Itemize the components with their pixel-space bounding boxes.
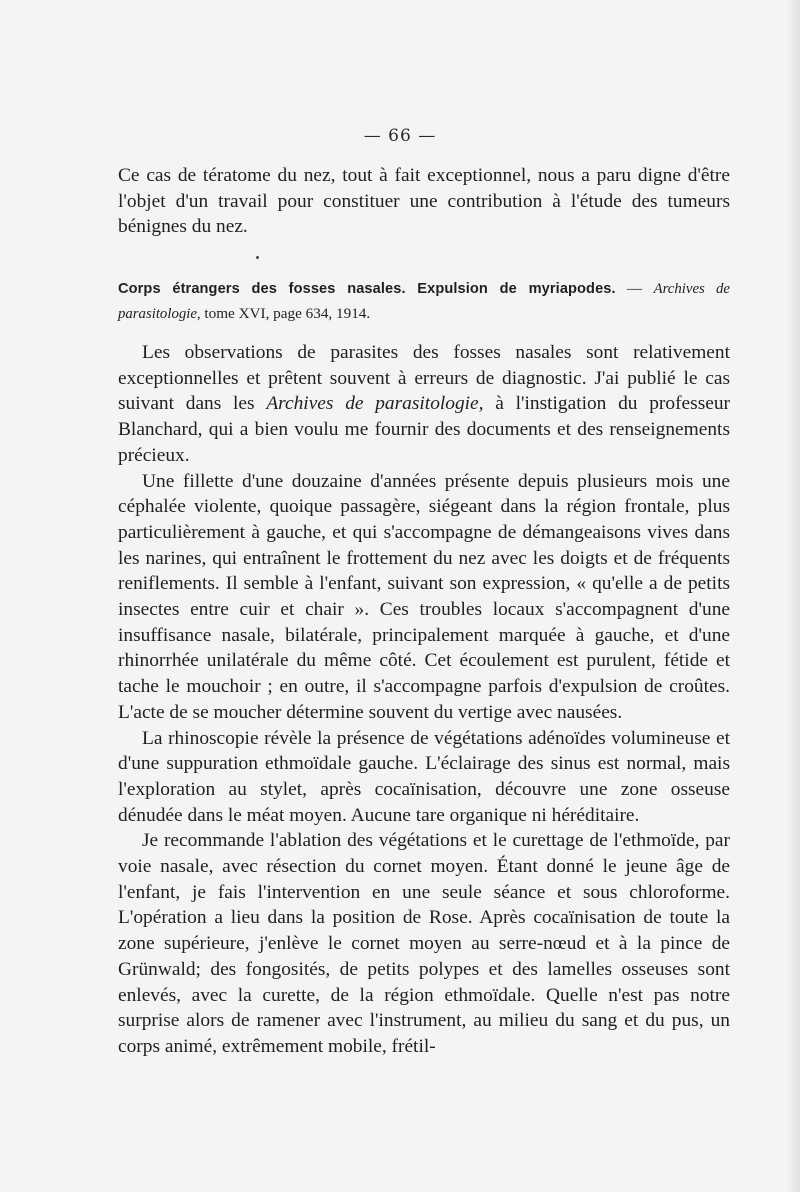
reference-meta: tome XVI, page 634, 1914. <box>200 305 371 322</box>
body-text <box>118 340 730 1060</box>
intro-paragraph-block <box>118 163 730 240</box>
reference-journal: Archives de parasitologie, <box>118 281 730 322</box>
body-paragraph-4: Je recommande l'ablation des végétations et le curettage de l'ethmoïde, par voie nasale, avec résection du cornet moyen. Étant donné le jeune âge de l'enfant, je fais l'intervention en une seule séance et sous chloroforme. L'opération a lieu dans la position de Rose. Après cocaïnisation de toute la zone supérieure, j'enlève le cornet moyen au serre-nœud et à la pince de Grünwald; des fongosités, de petits polypes et des lamelles osseuses sont enlevés, avec la curette, de la région ethmoïdale. Quelle n'est pas notre surprise alors de ramener avec l'instrument, au milieu du sang et du pus, un corps animé, extrêmement mobile, frétil- <box>118 830 730 1057</box>
reference-dash: — <box>615 280 654 297</box>
body-paragraph-3: La rhinoscopie révèle la présence de végétations adénoïdes volumineuse et d'une suppuration ethmoïdale gauche. L'éclairage des sinus est normal, mais l'exploration au stylet, après cocaïnisation, découvre une zone osseuse dénudée dans le méat moyen. Aucune tare organique ni héréditaire. <box>118 727 730 826</box>
stray-mark <box>256 256 259 259</box>
body-paragraph-1 <box>118 340 730 469</box>
body-paragraph-1-text-a: Les observations de parasites des fosses nasales sont relativement exceptionnelles et prêtent souvent à erreurs de diagnostic. J'ai publié le cas suivant dans les <box>118 342 730 415</box>
page-edge-shadow <box>786 0 800 1192</box>
reference-title: Corps étrangers des fosses nasales. Expulsion de myriapodes. <box>118 281 616 297</box>
body-paragraph-1-text-b: à l'instigation du professeur Blanchard, qui a bien voulu me fournir des documents et des renseignements précieux. <box>118 393 731 466</box>
page-number: — 66 — <box>363 126 437 146</box>
reference-entry <box>118 276 730 326</box>
intro-paragraph: Ce cas de tératome du nez, tout à fait exceptionnel, nous a paru digne d'être l'objet d'un travail pour constituer une contribution à l'étude des tumeurs bénignes du nez. <box>118 165 730 238</box>
body-paragraph-1-journal: Archives de parasitologie, <box>266 393 484 415</box>
body-paragraph-2: Une fillette d'une douzaine d'années présente depuis plusieurs mois une céphalée violente, quoique passagère, siégeant dans la région frontale, plus particulièrement à gauche, et qui s'accompagne de démangeaisons vives dans les narines, qui entraînent le frottement du nez avec les doigts et de fréquents reniflements. Il semble à l'enfant, suivant son expression, « qu'elle a de petits insectes entre cuir et chair ». Ces troubles locaux s'accompagnent d'une insuffisance nasale, bilatérale, principalement marquée à gauche, et d'une rhinorrhée unilatérale du même côté. Cet écoulement est purulent, fétide et tache le mouchoir ; en outre, il s'accompagne parfois d'expulsion de croûtes. L'acte de se moucher détermine souvent du vertige avec nausées. <box>118 470 730 723</box>
